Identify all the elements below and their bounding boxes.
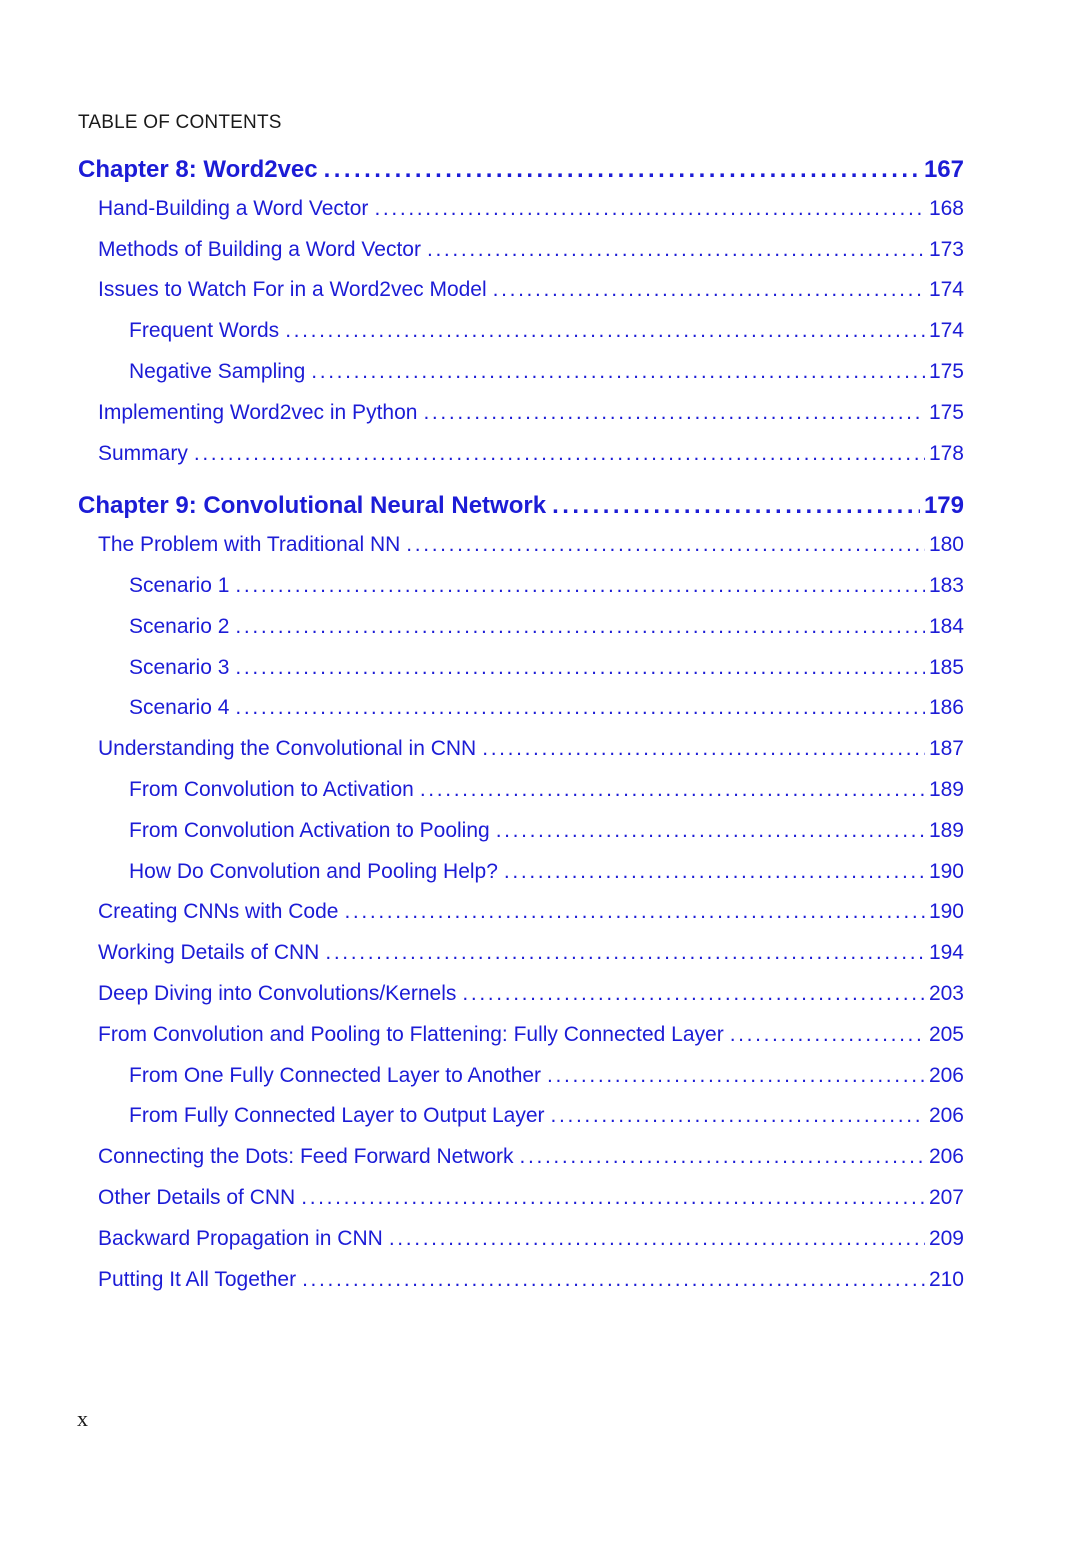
toc-dot-leader <box>551 1104 925 1128</box>
running-head: TABLE OF CONTENTS <box>78 112 282 133</box>
toc-section-entry[interactable] <box>98 1186 964 1210</box>
toc-page-number: 209 <box>928 1226 964 1250</box>
toc-page-number: 174 <box>928 278 964 302</box>
toc-dot-leader <box>730 1023 925 1047</box>
toc-page-number: 190 <box>928 859 964 883</box>
toc-page-number: 185 <box>928 655 964 679</box>
toc-dot-leader <box>325 941 925 965</box>
toc-entry-title: Scenario 3 <box>129 655 230 679</box>
toc-entry-title: Connecting the Dots: Feed Forward Network <box>98 1145 514 1169</box>
toc-entry-title: Implementing Word2vec in Python <box>98 400 418 424</box>
toc-section-entry[interactable] <box>98 197 964 221</box>
toc-entry-title: Deep Diving into Convolutions/Kernels <box>98 982 457 1005</box>
toc-dot-leader <box>552 492 920 520</box>
toc-subsection-entry[interactable] <box>129 319 964 343</box>
toc-entry-title: Negative Sampling <box>129 360 306 383</box>
toc-section-entry[interactable] <box>98 1227 964 1251</box>
toc-entry-title: From Convolution Activation to Pooling <box>129 818 490 842</box>
toc-page-number: 210 <box>928 1267 964 1291</box>
toc-section-entry[interactable] <box>98 900 964 924</box>
toc-dot-leader <box>423 401 925 425</box>
toc-subsection-entry[interactable] <box>129 615 964 639</box>
toc-page-number: 187 <box>928 737 964 761</box>
toc-entry-title: The Problem with Traditional NN <box>98 533 401 557</box>
toc-entry-title: Hand-Building a Word Vector <box>98 196 369 220</box>
toc-dot-leader <box>302 1268 925 1292</box>
toc-page-number: 186 <box>928 696 964 720</box>
toc-entry-title: Issues to Watch For in a Word2vec Model <box>98 278 487 302</box>
toc-dot-leader <box>406 533 925 557</box>
toc-entry-title: Understanding the Convolutional in CNN <box>98 737 477 761</box>
toc-page-number: 180 <box>928 533 964 557</box>
toc-page-number: 189 <box>928 778 964 801</box>
toc-entry-title: Creating CNNs with Code <box>98 900 339 924</box>
toc-page-number: 173 <box>928 237 964 261</box>
toc-dot-leader <box>194 442 925 466</box>
toc-page-number: 206 <box>928 1104 964 1128</box>
toc-entry-title: Methods of Building a Word Vector <box>98 237 421 261</box>
toc-subsection-entry[interactable] <box>129 1064 964 1088</box>
toc-dot-leader <box>520 1145 925 1169</box>
toc-entry-title: Frequent Words <box>129 319 280 343</box>
toc-dot-leader <box>235 574 925 598</box>
toc-dot-leader <box>427 238 925 262</box>
toc-dot-leader <box>235 696 925 720</box>
toc-dot-leader <box>482 737 925 761</box>
toc-dot-leader <box>547 1064 925 1088</box>
toc-dot-leader <box>493 278 925 302</box>
toc-subsection-entry[interactable] <box>129 696 964 720</box>
toc-entry-title: Chapter 8: Word2vec <box>78 156 318 183</box>
toc-dot-leader <box>420 778 925 802</box>
toc-section-entry[interactable] <box>98 278 964 302</box>
toc-entry-title: From Convolution to Activation <box>129 778 414 801</box>
toc-entry-title: Scenario 1 <box>129 574 230 597</box>
toc-entry-title: From Fully Connected Layer to Output Layer <box>129 1104 545 1128</box>
toc-entry-title: How Do Convolution and Pooling Help? <box>129 859 498 883</box>
toc-section-entry[interactable] <box>98 1145 964 1169</box>
toc-dot-leader <box>462 982 925 1006</box>
toc-page-number: 175 <box>928 400 964 424</box>
toc-section-entry[interactable] <box>98 401 964 425</box>
toc-entry-title: Backward Propagation in CNN <box>98 1226 383 1250</box>
toc-entry-title: Working Details of CNN <box>98 941 320 965</box>
toc-subsection-entry[interactable] <box>129 778 964 802</box>
toc-dot-leader <box>235 656 925 680</box>
toc-entry-title: Putting It All Together <box>98 1267 297 1291</box>
toc-subsection-entry[interactable] <box>129 360 964 384</box>
toc-section-entry[interactable] <box>98 982 964 1006</box>
toc-page-number: 203 <box>928 982 964 1005</box>
toc-dot-leader <box>235 615 925 639</box>
toc-section-entry[interactable] <box>98 533 964 557</box>
toc-subsection-entry[interactable] <box>129 574 964 598</box>
toc-section-entry[interactable] <box>98 1268 964 1292</box>
toc-dot-leader <box>285 319 925 343</box>
toc-dot-leader <box>389 1227 925 1251</box>
toc-section-entry[interactable] <box>98 737 964 761</box>
toc-subsection-entry[interactable] <box>129 1104 964 1128</box>
toc-page-number: 178 <box>928 441 964 465</box>
toc-page-number: 179 <box>923 492 964 520</box>
toc-page-number: 190 <box>928 900 964 924</box>
toc-page-number: 206 <box>928 1145 964 1169</box>
toc-page-number: 189 <box>928 818 964 842</box>
toc-chapter-entry[interactable] <box>78 492 964 520</box>
toc-dot-leader <box>374 197 925 221</box>
toc-dot-leader <box>311 360 925 384</box>
toc-page-number: 207 <box>928 1186 964 1209</box>
toc-chapter-entry[interactable] <box>78 156 964 184</box>
toc-page-number: 194 <box>928 941 964 965</box>
toc-subsection-entry[interactable] <box>129 860 964 884</box>
toc-entry-title: Scenario 4 <box>129 696 230 720</box>
toc-page-number: 183 <box>928 574 964 597</box>
toc-page-number: 168 <box>928 196 964 220</box>
toc-entry-title: Scenario 2 <box>129 614 230 638</box>
toc-dot-leader <box>344 900 925 924</box>
toc-section-entry[interactable] <box>98 941 964 965</box>
toc-entry-title: From Convolution and Pooling to Flattening: Fully Connected Layer <box>98 1022 724 1046</box>
toc-page-number: 174 <box>928 319 964 343</box>
toc-dot-leader <box>504 860 925 884</box>
toc-subsection-entry[interactable] <box>129 819 964 843</box>
toc-entry-title: From One Fully Connected Layer to Another <box>129 1063 542 1087</box>
toc-page-number: 205 <box>928 1022 964 1046</box>
toc-page-number: 167 <box>923 156 964 183</box>
toc-section-entry[interactable] <box>98 238 964 262</box>
toc-page-number: 175 <box>928 360 964 383</box>
toc-entry-title: Chapter 9: Convolutional Neural Network <box>78 492 547 520</box>
page-folio: x <box>77 1406 88 1431</box>
toc-page-number: 206 <box>928 1063 964 1087</box>
toc-entry-title: Other Details of CNN <box>98 1186 296 1209</box>
toc-entry-title: Summary <box>98 441 188 465</box>
toc-page-number: 184 <box>928 614 964 638</box>
toc-dot-leader <box>324 156 920 184</box>
toc-section-entry[interactable] <box>98 1023 964 1047</box>
toc-subsection-entry[interactable] <box>129 656 964 680</box>
toc-dot-leader <box>496 819 925 843</box>
toc-dot-leader <box>301 1186 925 1210</box>
toc-section-entry[interactable] <box>98 442 964 466</box>
